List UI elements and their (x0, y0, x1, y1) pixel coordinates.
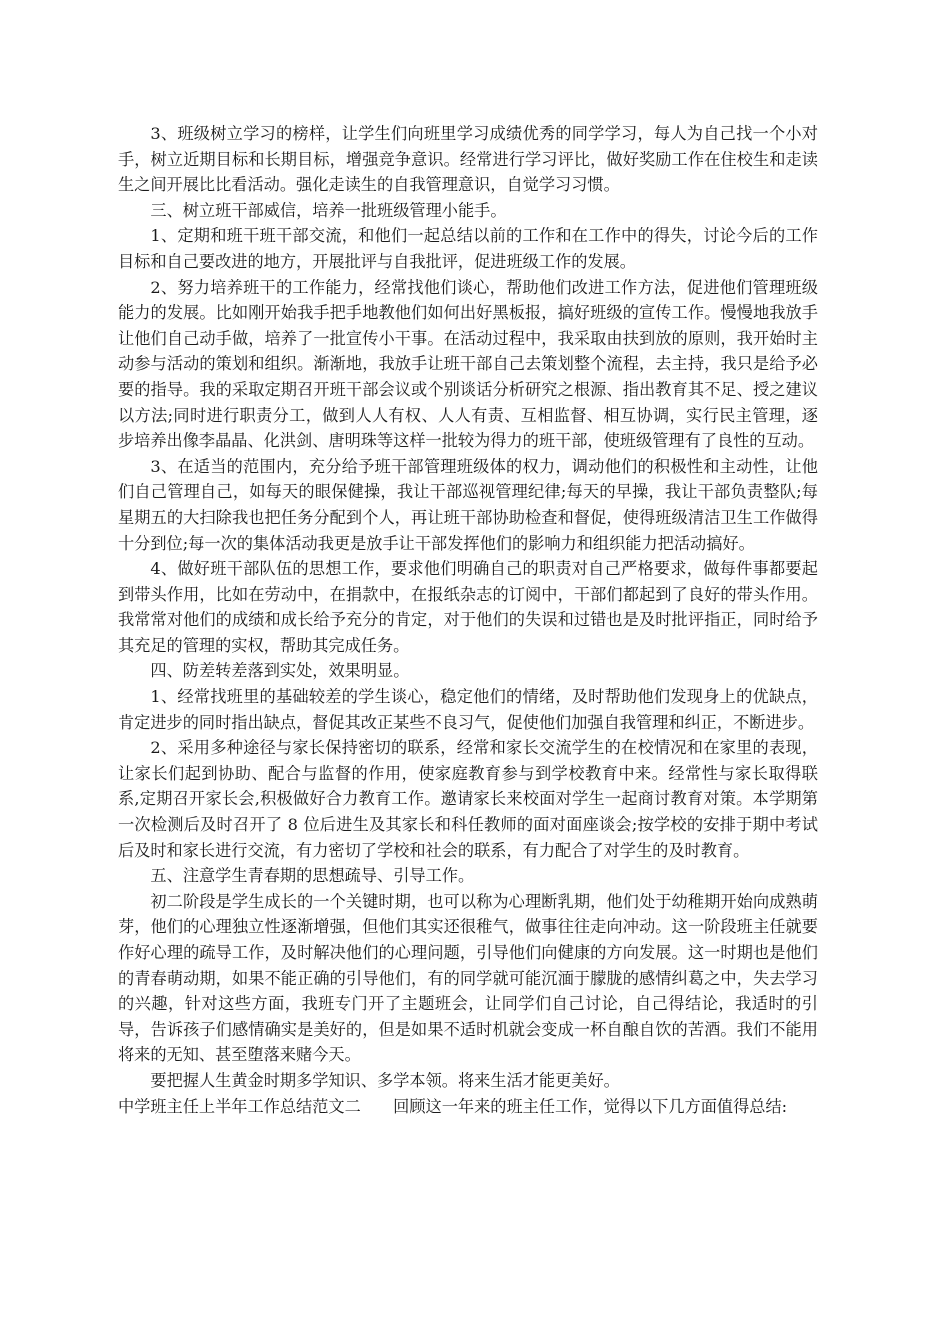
paragraph-cadre-authority: 3、在适当的范围内，充分给予班干部管理班级体的权力，调动他们的积极性和主动性，让他们自己管理自己，如每天的眼保健操，我让干部巡视管理纪律;每天的早操，我让干部负责整队;每星期五的大扫除我也把任务分配到个人，再让班干部协助检查和督促，使得班级清洁卫生工作做得十分到位;每一次的集体活动我更是放手让干部发挥他们的影响力和组织能力把活动搞好。 (118, 456, 818, 553)
paragraph-weak-students: 1、经常找班里的基础较差的学生谈心，稳定他们的情绪，及时帮助他们发现身上的优缺点，肯定进步的同时指出缺点，督促其改正某些不良习气，促使他们加强自我管理和纠正，不断进步。 (118, 687, 818, 732)
paragraph-adolescence: 初二阶段是学生成长的一个关键时期，也可以称为心理断乳期，他们处于幼稚期开始向成熟萌芽，他们的心理独立性逐渐增强，但他们其实还很稚气，做事往往走向冲动。这一阶段班主任就要作好心理的疏导工作，及时解决他们的心理问题，引导他们向健康的方向发展。这一时期也是他们的青春萌动期，如果不能正确的引导他们，有的同学就可能沉湎于朦胧的感情纠葛之中，失去学习的兴趣，针对这些方面，我班专门开了主题班会，让同学们自己讨论，自己得结论，我适时的引导，告诉孩子们感情确实是美好的，但是如果不适时机就会变成一杯自酿自饮的苦酒。我们不能用将来的无知、甚至堕落来赌今天。 (118, 891, 818, 1065)
paragraph-cadre-training: 2、努力培养班干的工作能力，经常找他们谈心，帮助他们改进工作方法，促进他们管理班级能力的发展。比如刚开始我手把手地教他们如何出好黑板报，搞好班级的宣传工作。慢慢地我放手让他们自己动手做，培养了一批宣传小干事。在活动过程中，我采取由扶到放的原则，我开始时主动参与活动的策划和组织。渐渐地，我放手让班干部自己去策划整个流程，去主持，我只是给予必要的指导。我的采取定期召开班干部会议或个别谈话分析研究之根源、指出教育其不足、授之建议以方法;同时进行职责分工，做到人人有权、人人有责、互相监督、相互协调，实行民主管理，逐步培养出像李晶晶、化洪剑、唐明珠等这样一批较为得力的班干部，使班级管理有了良性的互动。 (118, 277, 818, 451)
paragraph-closing-title: 中学班主任上半年工作总结范文二 回顾这一年来的班主任工作，觉得以下几方面值得总结: (118, 1096, 788, 1116)
paragraph-study-role-model: 3、班级树立学习的榜样，让学生们向班里学习成绩优秀的同学学习，每人为自己找一个小对手，树立近期目标和长期目标，增强竞争意识。经常进行学习评比，做好奖励工作在住校生和走读生之间开展比比看活动。强化走读生的自我管理意识，自觉学习习惯。 (118, 124, 818, 195)
paragraph-golden-period: 要把握人生黄金时期多学知识、多学本领。将来生活才能更美好。 (150, 1070, 620, 1090)
heading-section-3: 三、树立班干部威信，培养一批班级管理小能手。 (150, 200, 507, 220)
paragraph-parent-contact: 2、采用多种途径与家长保持密切的联系，经常和家长交流学生的在校情况和在家里的表现，让家长们起到协助、配合与监督的作用，使家庭教育参与到学校教育中来。经常性与家长取得联系,定期召开家长会,积极做好合力教育工作。邀请家长来校面对学生一起商讨教育对策。本学期第一次检测后及时召开了 8 位后进生及其家长和科任教师的面对面座谈会;按学校的安排于期中考试后及时和家长进行交流，有力密切了学校和社会的联系，有力配合了对学生的及时教育。 (118, 738, 818, 860)
document-page (118, 121, 818, 1119)
paragraph-cadre-exchange: 1、定期和班干班干部交流，和他们一起总结以前的工作和在工作中的得失，讨论今后的工作目标和自己要改进的地方，开展批评与自我批评，促进班级工作的发展。 (118, 226, 818, 271)
heading-section-5: 五、注意学生青春期的思想疏导、引导工作。 (150, 866, 475, 886)
heading-section-4: 四、防差转差落到实处，效果明显。 (150, 661, 410, 681)
paragraph-cadre-ideology: 4、做好班干部队伍的思想工作，要求他们明确自己的职责对自己严格要求，做每件事都要起到带头作用，比如在劳动中，在捐款中，在报纸杂志的订阅中，干部们都起到了良好的带头作用。我常常对他们的成绩和成长给予充分的肯定，对于他们的失误和过错也是及时批评指正，同时给予其充足的管理的实权，帮助其完成任务。 (118, 559, 818, 655)
